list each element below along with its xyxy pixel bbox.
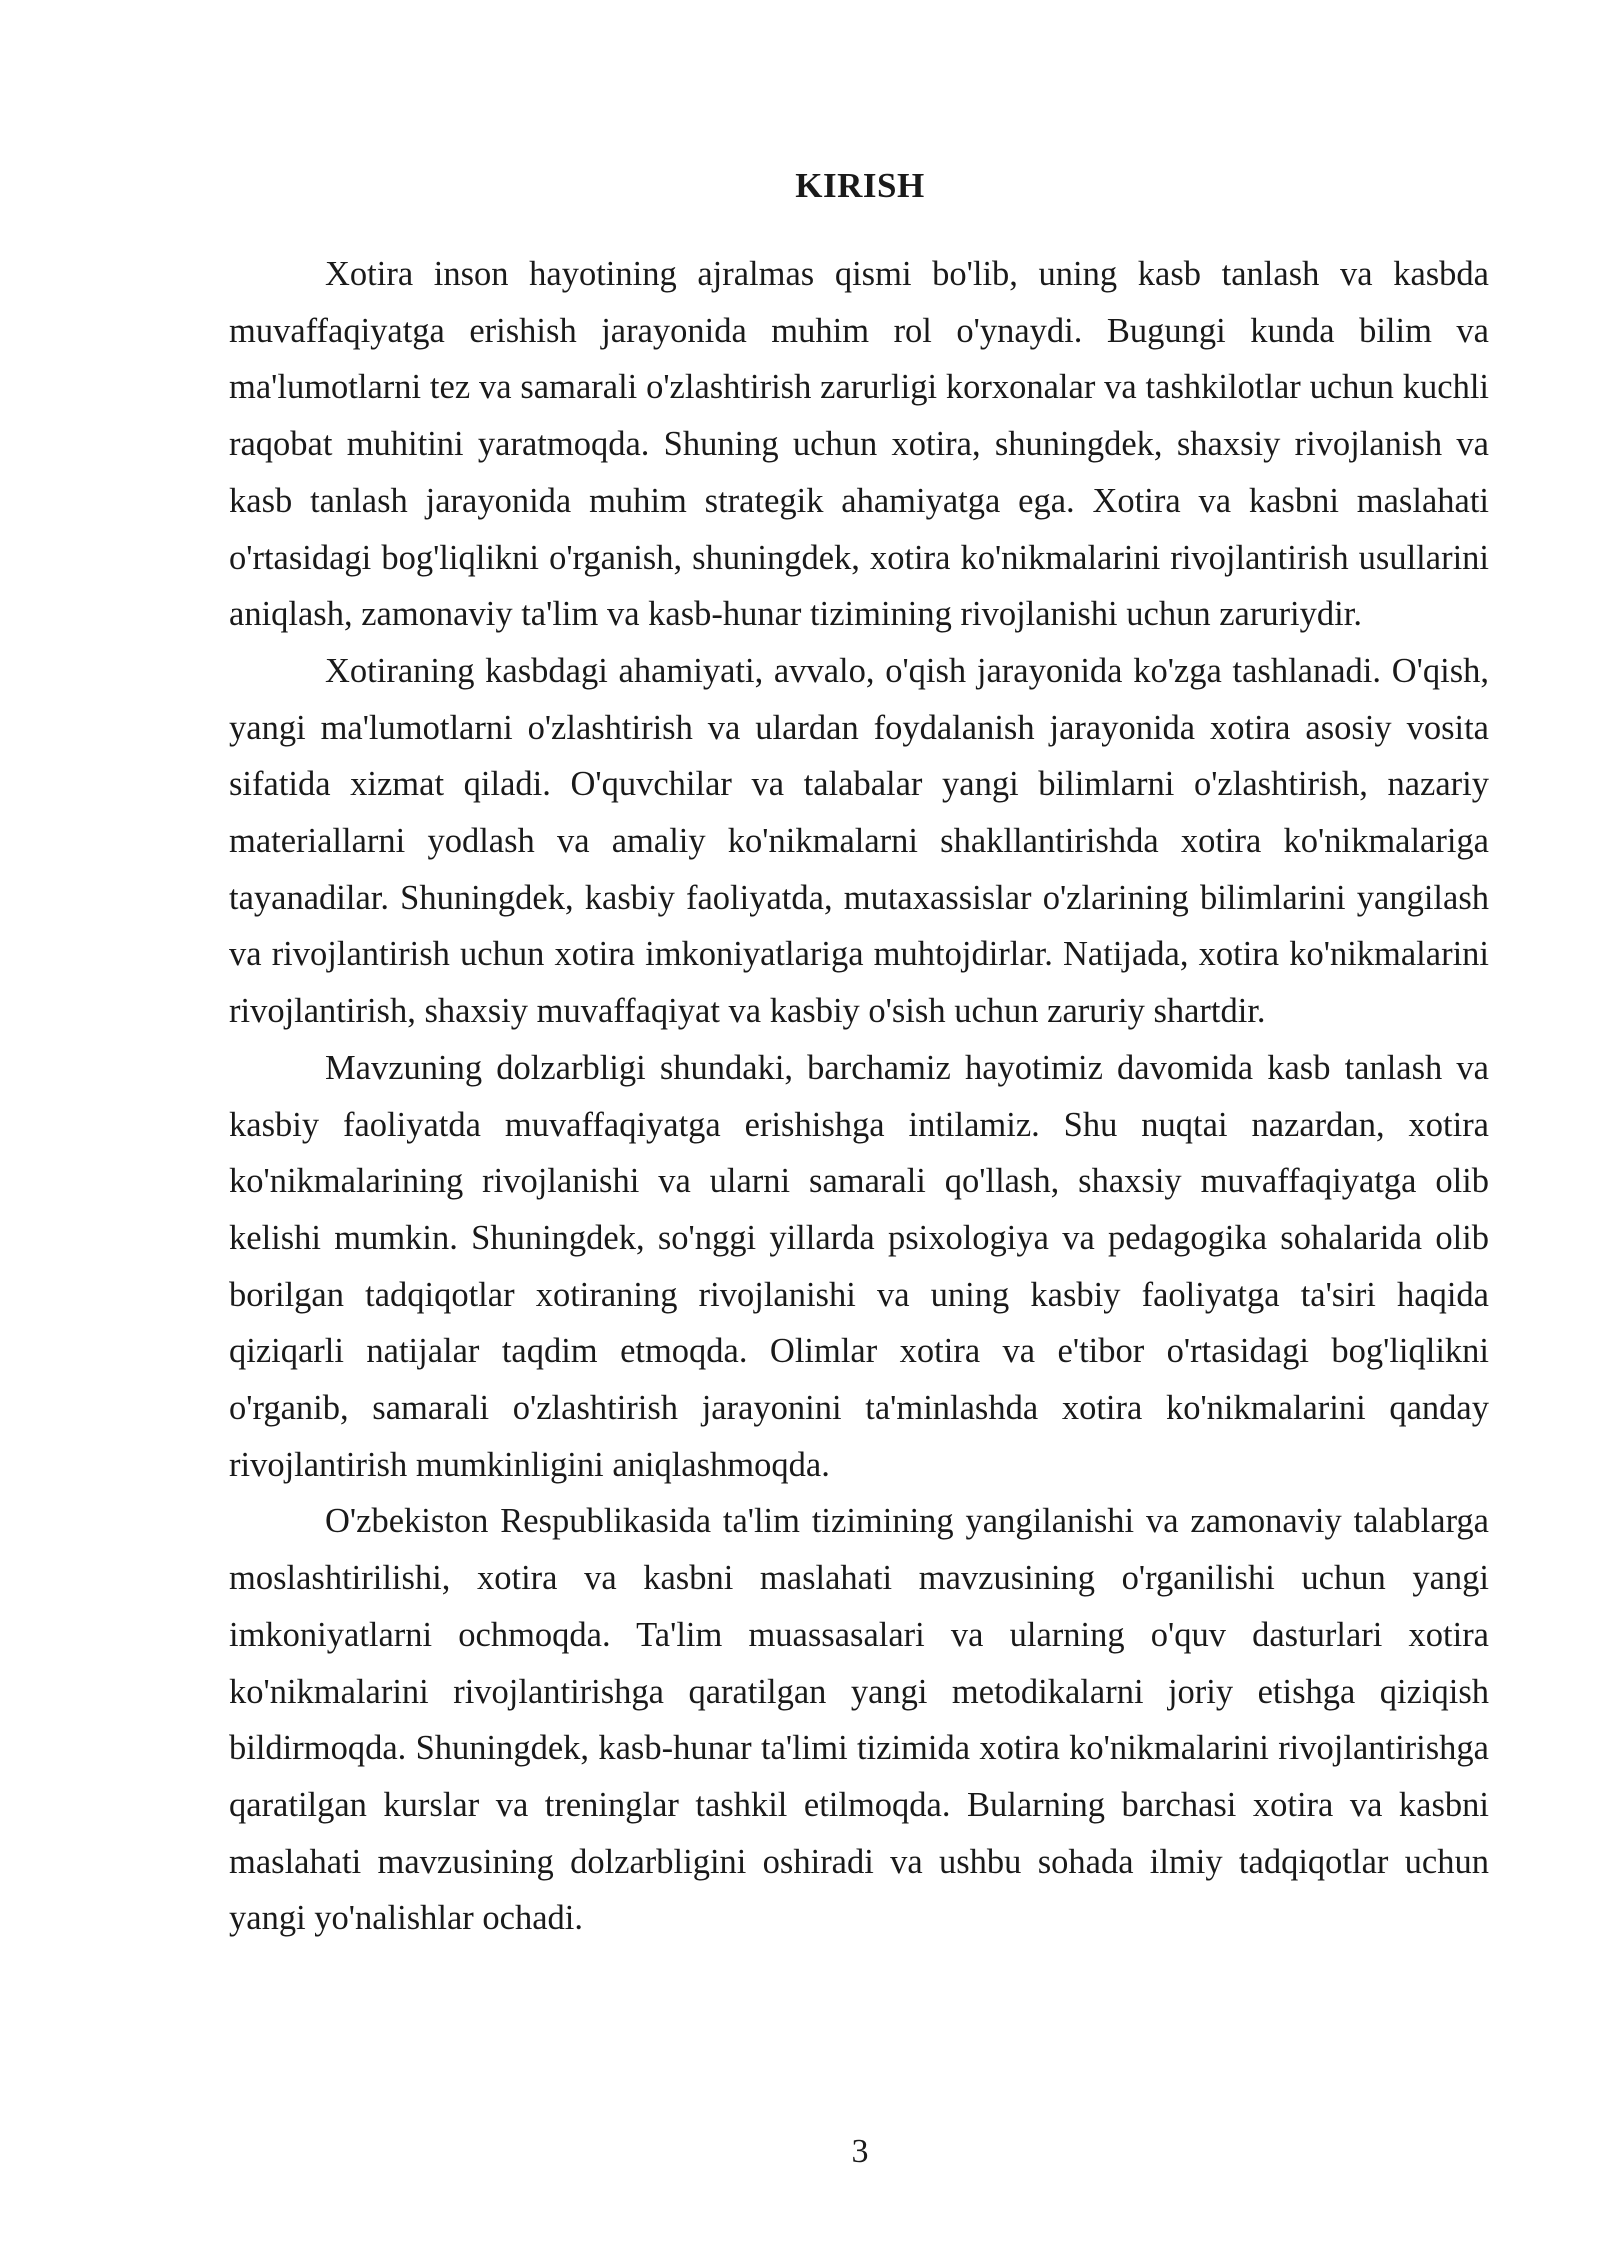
body-text: [229, 246, 1489, 1947]
paragraph: Xotiraning kasbdagi ahamiyati, avvalo, o'qish jarayonida ko'zga tashlanadi. O'qish, yangi ma'lumotlarni o'zlashtirish va ulardan foydalanish jarayonida xotira asosiy vosita sifatida xizmat qiladi. O'quvchilar va talabalar yangi bilimlarni o'zlashtirish, nazariy materiallarni yodlash va amaliy ko'nikmalarni shakllantirishda xotira ko'nikmalariga tayanadilar. Shuningdek, kasbiy faoliyatda, mutaxassislar o'zlarining bilimlarini yangilash va rivojlantirish uchun xotira imkoniyatlariga muhtojdirlar. Natijada, xotira ko'nikmalarini rivojlantirish, shaxsiy muvaffaqiyat va kasbiy o'sish uchun zaruriy shartdir.: [229, 651, 1489, 1031]
paragraph: O'zbekiston Respublikasida ta'lim tizimining yangilanishi va zamonaviy talablarga moslashtirilishi, xotira va kasbni maslahati mavzusining o'rganilishi uchun yangi imkoniyatlarni ochmoqda. Ta'lim muassasalari va ularning o'quv dasturlari xotira ko'nikmalarini rivojlantirishga qaratilgan yangi metodikalarni joriy etishga qiziqish bildirmoqda. Shuningdek, kasb-hunar ta'limi tizimida xotira ko'nikmalarini rivojlantirishga qaratilgan kurslar va treninglar tashkil etilmoqda. Bularning barchasi xotira va kasbni maslahati mavzusining dolzarbligini oshiradi va ushbu sohada ilmiy tadqiqotlar uchun yangi yo'nalishlar ochadi.: [229, 1502, 1489, 1938]
paragraph: Xotira inson hayotining ajralmas qismi bo'lib, uning kasb tanlash va kasbda muvaffaqiyatga erishish jarayonida muhim rol o'ynaydi. Bugungi kunda bilim va ma'lumotlarni tez va samarali o'zlashtirish zarurligi korxonalar va tashkilotlar uchun kuchli raqobat muhitini yaratmoqda. Shuning uchun xotira, shuningdek, shaxsiy rivojlanish va kasb tanlash jarayonida muhim strategik ahamiyatga ega. Xotira va kasbni maslahati o'rtasidagi bog'liqlikni o'rganish, shuningdek, xotira ko'nikmalarini rivojlantirish usullarini aniqlash, zamonaviy ta'lim va kasb-hunar tizimining rivojlanishi uchun zaruriydir.: [229, 255, 1489, 634]
paragraph: Mavzuning dolzarbligi shundaki, barchamiz hayotimiz davomida kasb tanlash va kasbiy faoliyatda muvaffaqiyatga erishishga intilamiz. Shu nuqtai nazardan, xotira ko'nikmalarining rivojlanishi va ularni samarali qo'llash, shaxsiy muvaffaqiyatga olib kelishi mumkin. Shuningdek, so'nggi yillarda psixologiya va pedagogika sohalarida olib borilgan tadqiqotlar xotiraning rivojlanishi va uning kasbiy faoliyatga ta'siri haqida qiziqarli natijalar taqdim etmoqda. Olimlar xotira va e'tibor o'rtasidagi bog'liqlikni o'rganib, samarali o'zlashtirish jarayonini ta'minlashda xotira ko'nikmalarini qanday rivojlantirish mumkinligini aniqlashmoqda.: [229, 1048, 1489, 1484]
page-number: 3: [851, 2133, 869, 2170]
section-title: KIRISH: [795, 166, 925, 205]
